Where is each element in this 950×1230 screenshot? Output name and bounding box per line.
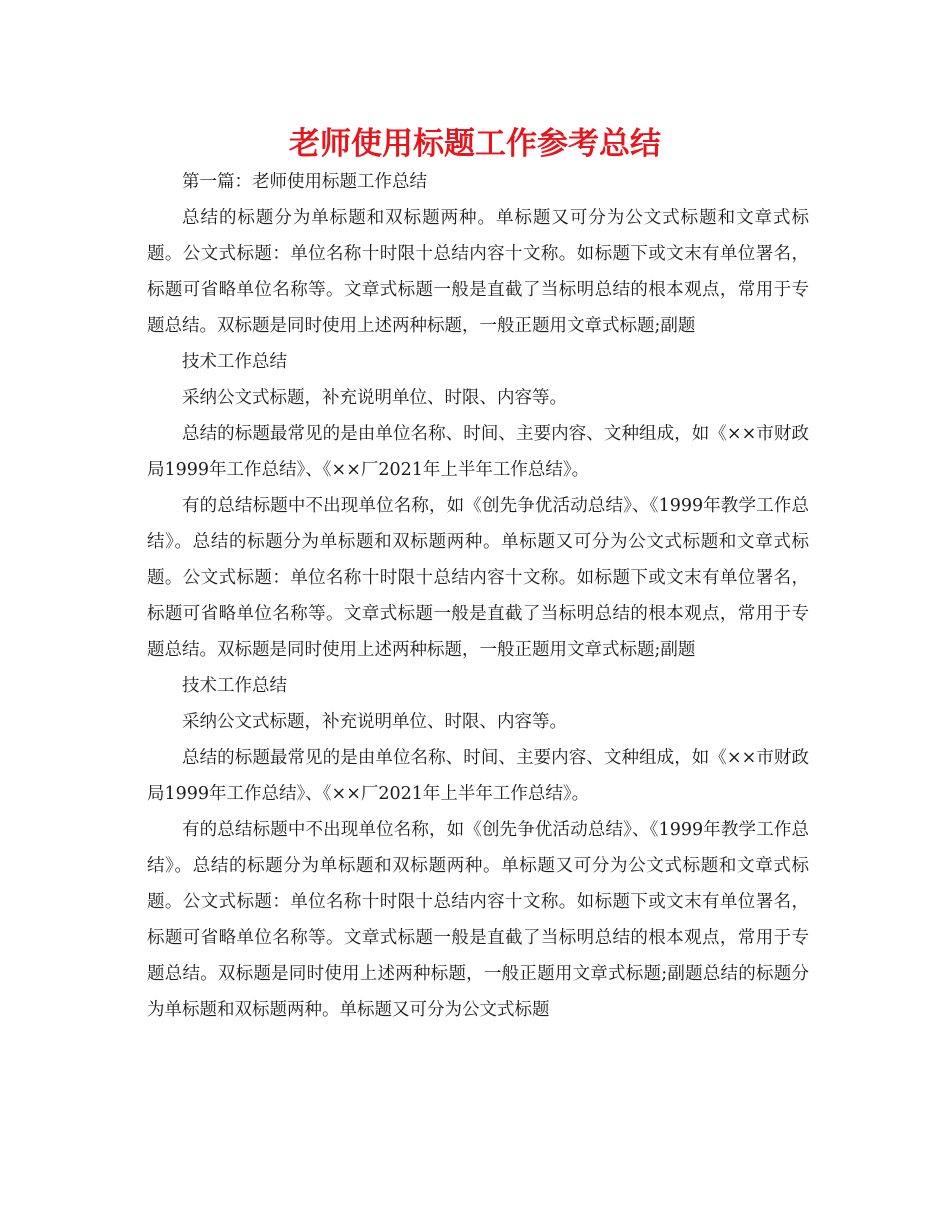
body-paragraph: 有的总结标题中不出现单位名称，如《创先争优活动总结》、《1999年教学工作总结》。总结的标题分为单标题和双标题两种。单标题又可分为公文式标题和文章式标题。公文式标题：单位名称十时限十总结内容十文称。如标题下或文末有单位署名，标题可省略单位名称等。文章式标题一般是直截了当标明总结的根本观点，常用于专题总结。双标题是同时使用上述两种标题，一般正题用文章式标题;副题总结的标题分为单标题和双标题两种。单标题又可分为公文式标题 [147, 820, 809, 1020]
section-heading: 第一篇：老师使用标题工作总结 [182, 172, 427, 192]
document-body [147, 164, 809, 1028]
body-paragraph: 总结的标题最常见的是由单位名称、时间、主要内容、文种组成，如《××市财政局1999年工作总结》、《××厂2021年上半年工作总结》。 [147, 424, 809, 480]
body-paragraph: 采纳公文式标题，补充说明单位、时限、内容等。 [182, 712, 567, 732]
document-title: 老师使用标题工作参考总结 [289, 126, 661, 162]
body-paragraph: 总结的标题分为单标题和双标题两种。单标题又可分为公文式标题和文章式标题。公文式标题：单位名称十时限十总结内容十文称。如标题下或文末有单位署名，标题可省略单位名称等。文章式标题一般是直截了当标明总结的根本观点，常用于专题总结。双标题是同时使用上述两种标题，一般正题用文章式标题;副题 [147, 208, 809, 336]
body-paragraph: 有的总结标题中不出现单位名称，如《创先争优活动总结》、《1999年教学工作总结》。总结的标题分为单标题和双标题两种。单标题又可分为公文式标题和文章式标题。公文式标题：单位名称十时限十总结内容十文称。如标题下或文末有单位署名，标题可省略单位名称等。文章式标题一般是直截了当标明总结的根本观点，常用于专题总结。双标题是同时使用上述两种标题，一般正题用文章式标题;副题 [147, 496, 809, 660]
subheading: 技术工作总结 [182, 352, 287, 372]
body-paragraph: 采纳公文式标题，补充说明单位、时限、内容等。 [182, 388, 567, 408]
subheading: 技术工作总结 [182, 676, 287, 696]
body-paragraph: 总结的标题最常见的是由单位名称、时间、主要内容、文种组成，如《××市财政局1999年工作总结》、《××厂2021年上半年工作总结》。 [147, 748, 809, 804]
